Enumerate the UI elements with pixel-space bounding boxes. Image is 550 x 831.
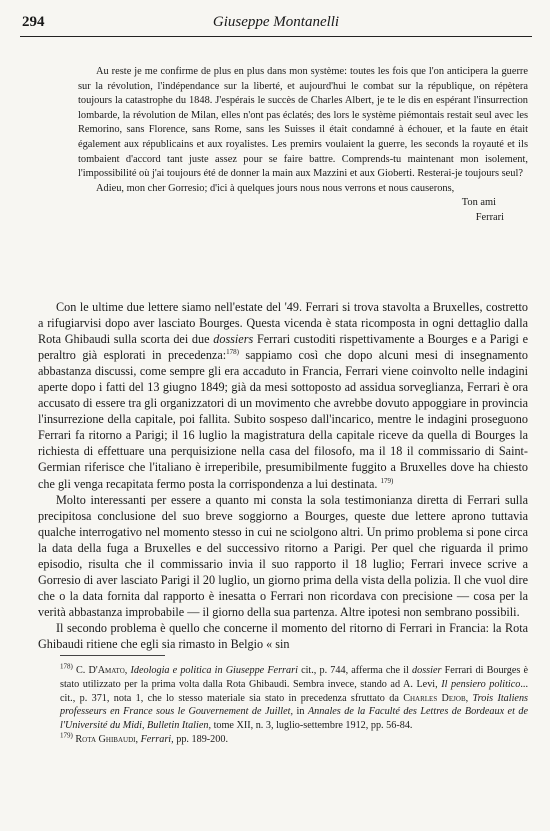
footnote-author: Charles Dejob, — [403, 692, 469, 704]
footnote-mark: 178) — [60, 662, 73, 671]
body-text-span: Ferrari custoditi rispettivamente a Bourges e a Parigi e peraltro già esplorati in precedenza: — [38, 332, 529, 363]
letter-paragraph: Au reste je me confirme de plus en plus dans mon système: toutes les fois que l'on anticipera la guerre sur la révolution, l'indépendance sur la liberté, et aujourd'hui le combat sur la république, on répètera toujours la catastrophe du 1848. J'espérais le succès de Charles Albert, je te le dis en espérant l'insurrection lombarde, la révolution de Milan, elles n'ont pas éclatés; des lors le système piémontais restait seul avec les Remorino, sans Florence, sans Rome, sans les Suisses il était condamné à échouer, et la faute en était également aux républicains et aux royalistes. Les premirs voulaient la guerre, les seconds la royauté et ils tombaient d'accord tant juste assez pour se faire battre. Comprends-tu maintenant mon isolement, l'impossibilité où j'ai toujours été de donner la main aux Mazzini et aux Gioberti. Resterai-je toujours seul? — [78, 66, 528, 180]
footnote-reference[interactable]: 178) — [226, 348, 239, 357]
letter-signature: Ferrari — [475, 211, 504, 223]
letter-paragraph: Adieu, mon cher Gorresio; d'ici à quelques jours nous nous verrons et nous causerons, — [96, 182, 455, 194]
footnote-179 — [60, 733, 528, 747]
footnote-title: Ferrari, — [140, 733, 174, 745]
footnote-rule — [60, 655, 165, 656]
footnote-title: Annales de la Faculté des Lettres de Bordeaux et de l'Université du Midi, Bulletin Italien, — [60, 706, 529, 732]
footnote-author: Rota Ghibaudi, — [75, 733, 139, 745]
running-title: Giuseppe Montanelli — [212, 14, 340, 30]
footnote-title: Ideologia e politica in Giuseppe Ferrari — [130, 665, 298, 676]
body-text-span: sappiamo così che dopo alcuni mesi di insegnamento abbastanza discussi, come sempre gli era accaduto in Francia, Ferrari viene coinvolto nelle indagini aperte dopo i fatti del 13 giugno 1849; già da mesi sottoposto ad assidua sorveglianza, Ferrari è ora accusato di essere tra gli organizzatori di un movimento che avrebbe dovuto appoggiare in provincia l'insurrezione della capitale, poi fallita. Subito sospeso dall'incarico, mentre le indagini proseguono Ferrari fa ritorno a Parigi; il 16 luglio la magistratura della capitale riceve da quella di Bourges la richiesta di effettuare una perquisizione nella casa del filosofo, ma il 18 il commissario di Saint-Germian riferisce che l'italiano è irreperibile, presumibilmente fuggito a Bruxelles dove ha chiesto che gli venga recapitata fermo posta la corrispondenza a lui destinata. — [38, 348, 528, 491]
footnote-178 — [60, 664, 528, 733]
footnote-mark: 179) — [60, 731, 73, 740]
footnotes — [60, 664, 528, 747]
footnote-title: Il pensiero politico — [441, 678, 521, 690]
body-text — [38, 299, 528, 652]
body-paragraph: Molto interessanti per essere a quanto mi consta la sola testimonianza diretta di Ferrari sulla precipitosa conclusione del suo breve soggiorno a Bourges, queste due lettere aprono tuttavia qualche interrogativo nel momento stesso in cui ne sciolgono altri. Un primo problema si pone circa la data della fuga a Bruxelles e del successivo ritorno a Parigi. Per quel che riguarda il primo episodio, risulta che il commissario invia il suo rapporto il 18 luglio; Ferrari invece scrive a Gorresio di aver lasciato Parigi il 20 luglio, un giorno prima della vista della polizia. Il che vuol dire che o la data fornita dal rapporto è inesatta o Ferrari non ricordava con precisione — cosa per la verità abbastanza improbabile — il giorno della sua partenza. Altre ipotesi non sembrano possibili. — [38, 492, 528, 619]
italic-term: dossiers — [213, 332, 254, 347]
quoted-letter — [78, 65, 528, 226]
footnote-text: tome XII, n. 3, luglio-settembre 1912, pp. 56-84. — [213, 720, 413, 732]
body-paragraph — [38, 299, 528, 492]
footnote-title: Trois Italiens professeurs en France sous le Gouvernement de Juillet, — [60, 692, 529, 718]
footnote-reference[interactable]: 179) — [380, 476, 394, 485]
letter-closing: Ton ami — [461, 197, 496, 209]
page-header — [20, 14, 532, 37]
body-paragraph: Il secondo problema è quello che concerne il momento del ritorno di Ferrari in Francia: la Rota Ghibaudi ritiene che egli sia rimasto in Belgio « sin — [38, 620, 528, 651]
page-number: 294 — [22, 14, 45, 30]
footnote-term: dossier — [412, 665, 442, 676]
footnote-text: pp. 189-200. — [176, 733, 229, 745]
footnote-text: Ferrari di Bourges è stato utilizzato per la prima volta dalla Rota Ghibaudi. Sembra invece, stando ad A. Levi, — [60, 665, 529, 690]
body-text-span: Con le ultime due lettere siamo nell'estate del '49. Ferrari si trova stavolta a Bruxelles, costretto a rifugiarvisi dopo aver lasciato Bourges. Questa vicenda è stata ricomposta in ogni dettaglio dalla Rota Ghibaudi sulla scorta dei due — [38, 300, 528, 347]
footnote-text: cit., p. 744, afferma che il — [301, 665, 409, 676]
footnote-author: C. D'Amato, — [76, 665, 128, 676]
footnote-text: in — [296, 706, 305, 718]
footnote-text: ... cit., p. 371, nota 1, che lo stesso materiale sia stato in precedenza sfruttato da — [60, 678, 529, 704]
